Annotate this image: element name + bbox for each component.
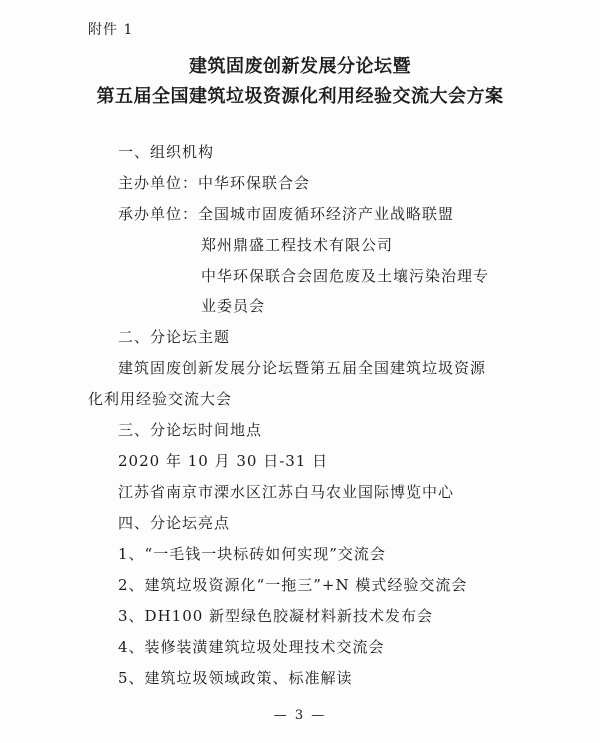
host-unit-value: 中华环保联合会 bbox=[198, 174, 311, 192]
document-title-line-2: 第五届全国建筑垃圾资源化利用经验交流大会方案 bbox=[96, 86, 504, 107]
host-unit-row bbox=[118, 172, 310, 193]
highlight-item-4: 4、装修装潢建筑垃圾处理技术交流会 bbox=[118, 638, 385, 656]
host-unit-label: 主办单位： bbox=[118, 174, 199, 192]
theme-text-line-1: 建筑固废创新发展分论坛暨第五届全国建筑垃圾资源 bbox=[118, 359, 487, 377]
organizer-value-3-continued: 业委员会 bbox=[201, 297, 266, 315]
section-heading-organization: 一、组织机构 bbox=[118, 143, 215, 161]
document-title-line-1: 建筑固废创新发展分论坛暨 bbox=[189, 56, 411, 77]
organizer-value-3: 中华环保联合会固危废及土壤污染治理专 bbox=[201, 267, 490, 285]
event-date: 2020 年 10 月 30 日-31 日 bbox=[118, 452, 329, 470]
section-heading-theme: 二、分论坛主题 bbox=[118, 328, 231, 346]
organizer-value-1: 全国城市固废循环经济产业战略联盟 bbox=[198, 205, 455, 223]
highlight-item-1: 1、“一毛钱一块标砖如何实现”交流会 bbox=[118, 545, 386, 563]
section-heading-highlights: 四、分论坛亮点 bbox=[118, 514, 231, 532]
highlight-item-2: 2、建筑垃圾资源化“一拖三”+N 模式经验交流会 bbox=[118, 576, 468, 594]
attachment-label: 附件 1 bbox=[88, 22, 134, 38]
event-location: 江苏省南京市溧水区江苏白马农业国际博览中心 bbox=[118, 483, 455, 501]
page-number: — 3 — bbox=[273, 708, 327, 723]
organizer-label: 承办单位： bbox=[118, 205, 199, 223]
highlight-item-3: 3、DH100 新型绿色胶凝材料新技术发布会 bbox=[118, 607, 434, 625]
organizer-value-2: 郑州鼎盛工程技术有限公司 bbox=[201, 236, 394, 254]
section-heading-time-place: 三、分论坛时间地点 bbox=[118, 421, 263, 439]
highlight-item-5: 5、建筑垃圾领域政策、标准解读 bbox=[118, 669, 353, 687]
organizer-row bbox=[118, 203, 454, 224]
theme-text-line-2: 化利用经验交流大会 bbox=[88, 390, 233, 408]
